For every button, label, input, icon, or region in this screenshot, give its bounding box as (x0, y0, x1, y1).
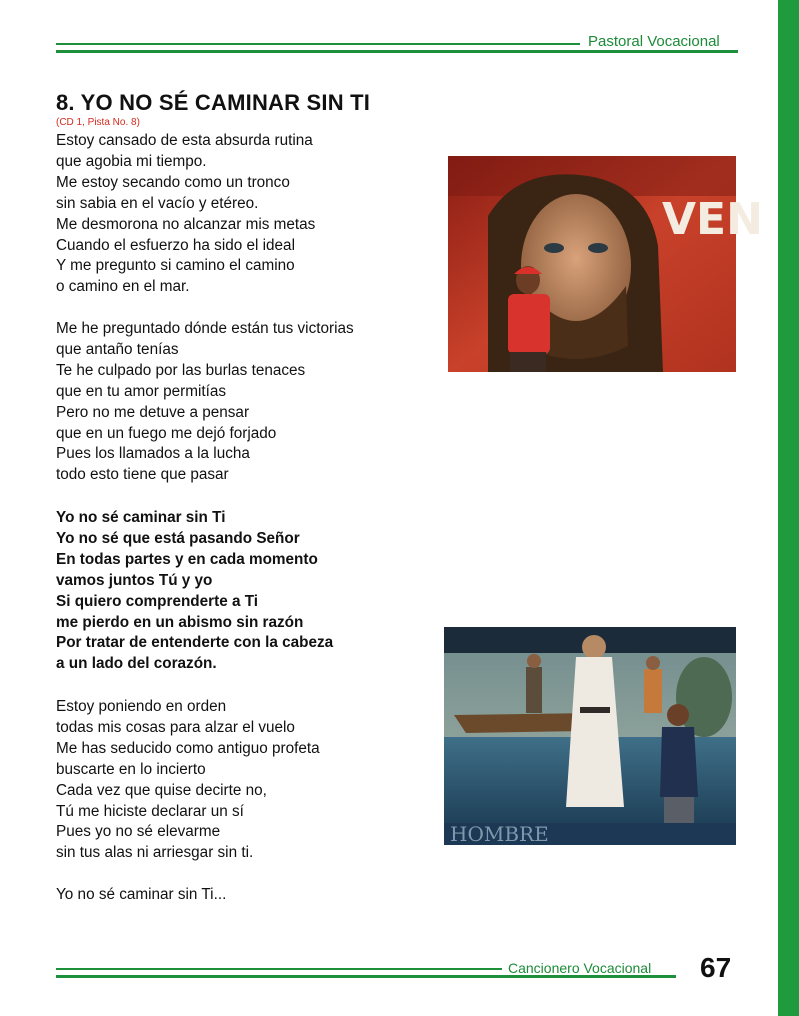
lyric-line: Yo no sé caminar sin Ti... (56, 886, 227, 903)
lyric-line: sin tus alas ni arriesgar sin ti. (56, 844, 254, 862)
lyric-line: Pues yo no sé elevarme (56, 823, 221, 841)
stanza-2 (56, 319, 354, 486)
chorus-line: Por tratar de entenderte con la cabeza (56, 634, 334, 652)
chorus-line: vamos juntos Tú y yo (56, 571, 213, 589)
header-rule-bottom (56, 50, 738, 53)
chorus-line: En todas partes y en cada momento (56, 550, 318, 568)
stanza-4 (56, 697, 320, 864)
lyric-line: que agobia mi tiempo. (56, 152, 207, 170)
header-section-title: Pastoral Vocacional (588, 33, 720, 50)
lyric-line: Me has seducido como antiguo profeta (56, 739, 320, 757)
footer-book-title: Cancionero Vocacional (508, 960, 652, 976)
lyric-line: Tú me hiciste declarar un sí (56, 802, 244, 820)
lyric-line: todas mis cosas para alzar el vuelo (56, 718, 295, 736)
photo-mural-scene (444, 627, 736, 845)
side-color-strip (778, 0, 799, 1016)
lyric-line: Cada vez que quise decirte no, (56, 781, 267, 799)
lyric-line: Estoy poniendo en orden (56, 698, 227, 715)
lyric-line: Me he preguntado dónde están tus victorias (56, 320, 354, 337)
chorus-line: Yo no sé que está pasando Señor (56, 529, 300, 547)
lyric-line: Y me pregunto si camino el camino (56, 257, 295, 275)
lyric-line: que en un fuego me dejó forjado (56, 424, 277, 442)
chorus-line: Yo no sé caminar sin Ti (56, 509, 226, 526)
lyric-line: Me estoy secando como un tronco (56, 173, 290, 191)
lyric-line: Pues los llamados a la lucha (56, 445, 250, 463)
banner-text: VEN (662, 194, 763, 245)
chorus-line: me pierdo en un abismo sin razón (56, 613, 304, 631)
header-rule-top (56, 43, 580, 45)
photo-banner-portrait (448, 156, 763, 372)
lyric-line: Pero no me detuve a pensar (56, 403, 250, 421)
lyric-line: Cuando el esfuerzo ha sido el ideal (56, 236, 295, 254)
banner-illustration (448, 156, 763, 372)
stanza-1 (56, 131, 315, 298)
lyric-line: que antaño tenías (56, 340, 179, 358)
mural-illustration (444, 627, 736, 845)
lyric-line: sin sabia en el vacío y etéreo. (56, 194, 259, 212)
lyric-line: que en tu amor permitías (56, 382, 227, 400)
lyric-line: o camino en el mar. (56, 278, 190, 296)
mural-text: HOMBRE (450, 822, 549, 846)
footer-rule-top (56, 968, 502, 970)
chorus-line: a un lado del corazón. (56, 655, 217, 673)
lyric-line: Me desmorona no alcanzar mis metas (56, 215, 316, 233)
stanza-5 (56, 885, 226, 906)
page-number: 67 (700, 952, 732, 983)
chorus (56, 508, 333, 675)
song-source: (CD 1, Pista No. 8) (56, 117, 140, 128)
chorus-line: Si quiero comprenderte a Ti (56, 592, 259, 610)
song-title: 8. YO NO SÉ CAMINAR SIN TI (56, 90, 371, 115)
lyric-line: buscarte en lo incierto (56, 760, 206, 778)
lyric-line: Estoy cansado de esta absurda rutina (56, 132, 313, 149)
lyric-line: Te he culpado por las burlas tenaces (56, 361, 306, 379)
lyric-line: todo esto tiene que pasar (56, 466, 229, 484)
